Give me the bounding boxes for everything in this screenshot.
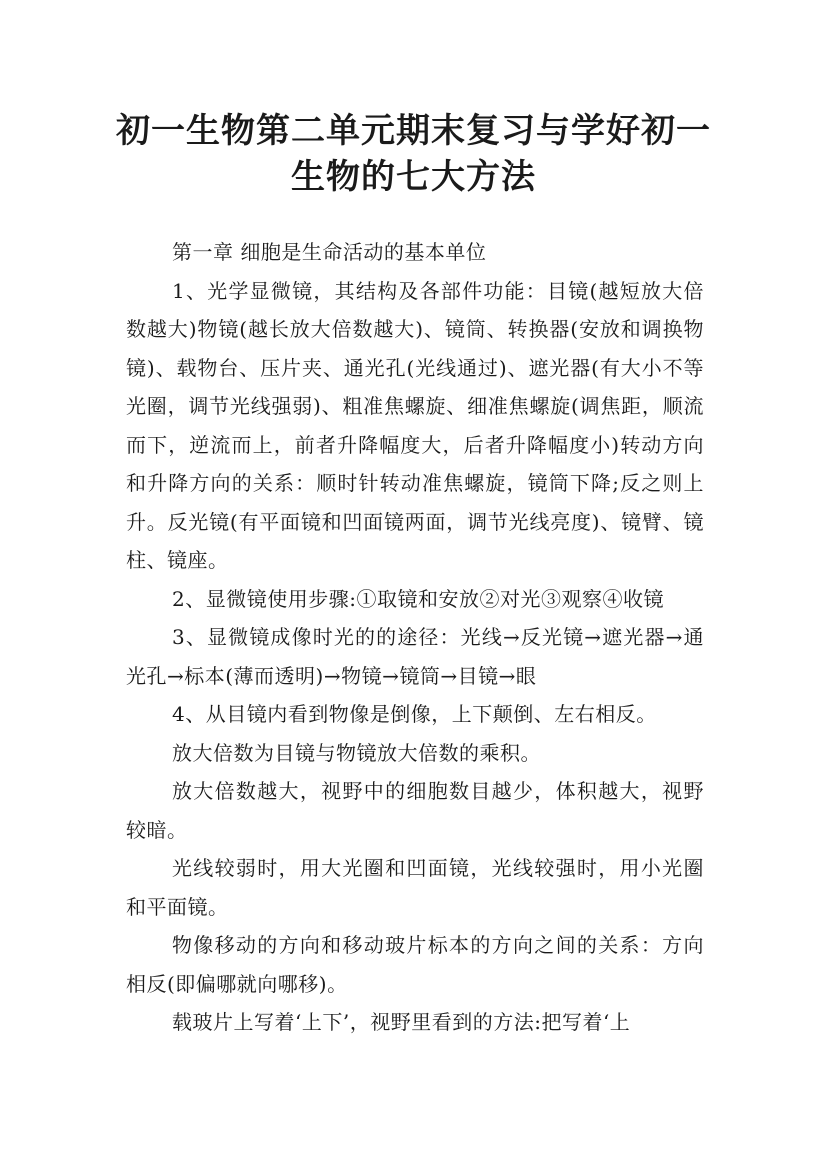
paragraph-microscope-structure: 1、光学显微镜，其结构及各部件功能：目镜(越短放大倍数越大)物镜(越长放大倍数越大)、镜筒、转换器(安放和调换物镜)、载物台、压片夹、通光孔(光线通过)、遮光器(有大小不等光圈，调节光线强弱)、粗准焦螺旋、细准焦螺旋(调焦距，顺流而下，逆流而上，前者升降幅度大，后者升降幅度小)转动方向和升降方向的关系：顺时针转动准焦螺旋，镜筒下降;反之则上升。反光镜(有平面镜和凹面镜两面，调节光线亮度)、镜臂、镜柱、镜座。 (126, 278, 704, 572)
paragraph-light-adjustment: 光线较弱时，用大光圈和凹面镜，光线较强时，用小光圈和平面镜。 (126, 856, 704, 919)
paragraph-usage-steps: 2、显微镜使用步骤:①取镜和安放②对光③观察④收镜 (172, 586, 664, 611)
paragraph-magnification: 放大倍数为目镜与物镜放大倍数的乘积。 (172, 740, 541, 765)
paragraph-inverted-image: 4、从目镜内看到物像是倒像，上下颠倒、左右相反。 (172, 702, 657, 726)
document-title: 初一生物第二单元期末复习与学好初一生物的七大方法 (116, 111, 711, 197)
paragraph-magnification-effect: 放大倍数越大，视野中的细胞数目越少，体积越大，视野较暗。 (126, 779, 704, 842)
paragraph-movement-direction: 物像移动的方向和移动玻片标本的方向之间的关系：方向相反(即偏哪就向哪移)。 (126, 933, 704, 996)
document-body (126, 233, 704, 1042)
paragraph-slide-text: 载玻片上写着‘上下’，视野里看到的方法:把写着‘上 (172, 1010, 631, 1034)
paragraph-light-path: 3、显微镜成像时光的的途径：光线→反光镜→遮光器→通光孔→标本(薄而透明)→物镜→镜筒→目镜→眼 (126, 625, 704, 688)
chapter-heading: 第一章 细胞是生命活动的基本单位 (172, 240, 487, 264)
